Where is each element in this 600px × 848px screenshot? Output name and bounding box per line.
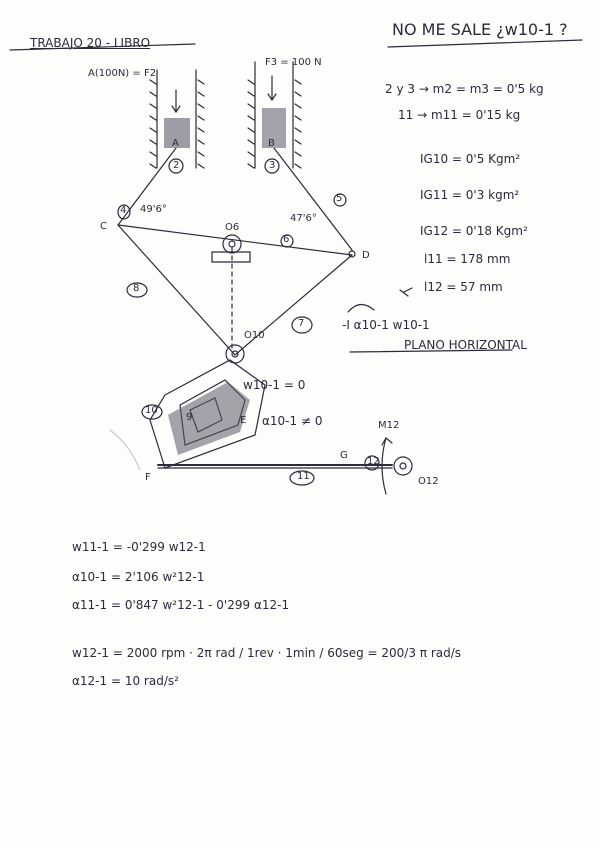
force-a-label: A(100N) = F2 bbox=[88, 68, 157, 79]
equation-4: w12-1 = 2000 rpm · 2π rad / 1rev · 1min / 60seg = 200/3 π rad/s bbox=[72, 646, 462, 660]
data-line-5: IG12 = 0'18 Kgm² bbox=[420, 224, 528, 238]
equation-2: α10-1 = 2'106 w²12-1 bbox=[72, 570, 205, 584]
label-11: 11 bbox=[297, 471, 310, 482]
joint-d bbox=[349, 251, 355, 257]
point-g-label: G bbox=[340, 450, 348, 461]
joint-o12 bbox=[394, 457, 412, 475]
o6-label: O6 bbox=[225, 222, 240, 233]
label-10: 10 bbox=[145, 405, 158, 416]
equation-3: α11-1 = 0'847 w²12-1 - 0'299 α12-1 bbox=[72, 598, 290, 612]
point-d-label: D bbox=[362, 250, 370, 261]
equation-5: α12-1 = 10 rad/s² bbox=[72, 674, 179, 688]
data-line-6: l11 = 178 mm bbox=[424, 252, 511, 266]
data-line-4: IG11 = 0'3 kgm² bbox=[420, 188, 520, 202]
a10-label: α10-1 ≠ 0 bbox=[262, 414, 323, 428]
point-c-label: C bbox=[100, 221, 107, 232]
force-b-label: F3 = 100 N bbox=[265, 57, 322, 68]
point-a-label: A bbox=[172, 138, 179, 149]
plano-horizontal: PLANO HORIZONTAL bbox=[404, 338, 527, 352]
label-5: 5 bbox=[336, 193, 343, 204]
data-line-2: 11 → m11 = 0'15 kg bbox=[398, 108, 521, 122]
label-8: 8 bbox=[133, 283, 140, 294]
label-6: 6 bbox=[283, 234, 290, 245]
label-9: 9 bbox=[186, 412, 193, 423]
header-note: NO ME SALE ¿w10-1 ? bbox=[392, 20, 568, 39]
data-line-7: l12 = 57 mm bbox=[424, 280, 503, 294]
data-line-3: IG10 = 0'5 Kgm² bbox=[420, 152, 521, 166]
point-b-label: B bbox=[268, 138, 275, 149]
header-title: TRABAJO 20 - LIBRO bbox=[30, 36, 151, 50]
angle-left-label: 49'6° bbox=[140, 204, 167, 215]
w10-label: w10-1 = 0 bbox=[243, 378, 306, 392]
equation-1: w11-1 = -0'299 w12-1 bbox=[72, 540, 206, 554]
label-4: 4 bbox=[120, 205, 127, 216]
angle-right-label: 47'6° bbox=[290, 213, 317, 224]
arrow-a bbox=[172, 90, 180, 112]
block-10-shading bbox=[168, 382, 250, 455]
note-underline bbox=[388, 40, 582, 47]
data-line-1: 2 y 3 → m2 = m3 = 0'5 kg bbox=[385, 82, 544, 96]
label-3: 3 bbox=[269, 160, 276, 171]
point-f-label: F bbox=[145, 472, 151, 483]
label-7: 7 bbox=[298, 318, 305, 329]
rotation-mark bbox=[348, 304, 374, 312]
o10-label: O10 bbox=[244, 330, 265, 341]
arrow-b bbox=[268, 76, 276, 100]
o12-label: O12 bbox=[418, 476, 439, 487]
point-e-label: E bbox=[240, 415, 247, 426]
m12-label: M12 bbox=[378, 420, 400, 431]
label-12: 12 bbox=[367, 456, 380, 467]
torque-note: -I α10-1 w10-1 bbox=[342, 318, 430, 332]
label-2: 2 bbox=[173, 160, 180, 171]
